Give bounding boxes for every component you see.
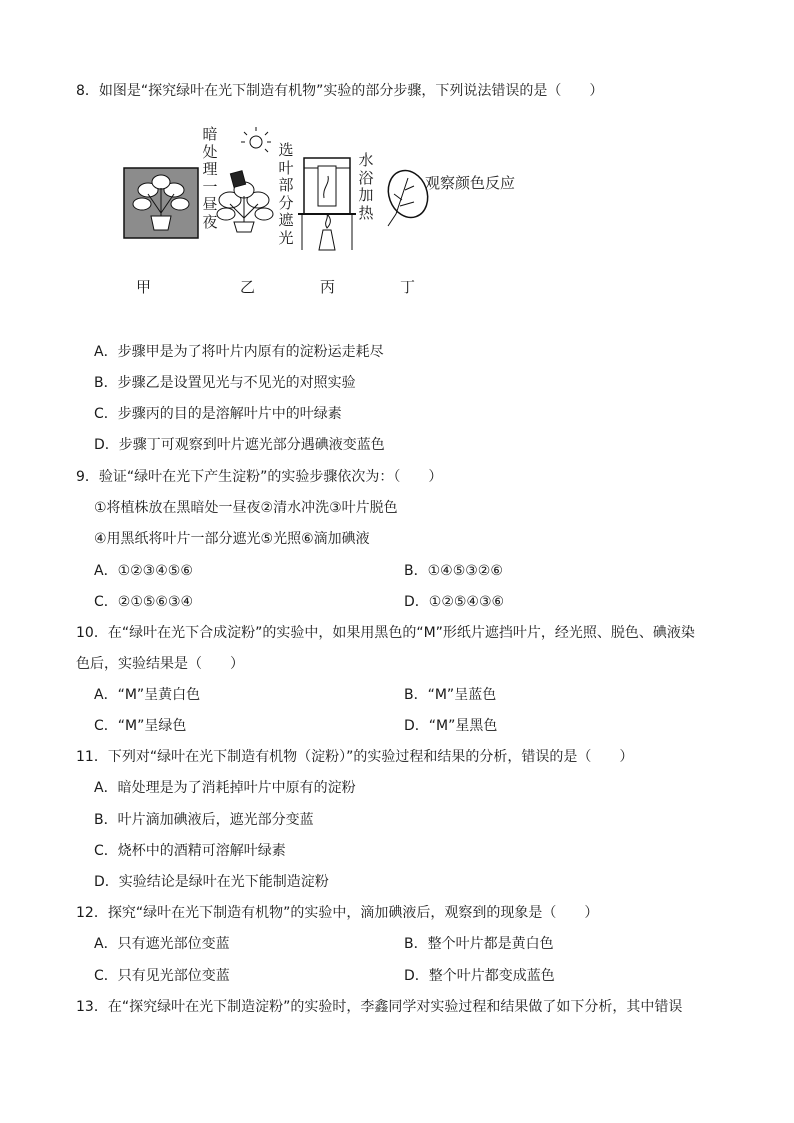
partial-cover-label: 选 叶 部 分 遮 光 <box>278 141 294 247</box>
q12-option-d[interactable]: D．整个叶片都变成蓝色 <box>404 968 555 984</box>
q12-option-a[interactable]: A．只有遮光部位变蓝 <box>94 936 230 952</box>
q10-option-c[interactable]: C．“M”呈绿色 <box>94 718 187 734</box>
q9-option-d[interactable]: D．①②⑤④③⑥ <box>404 594 505 610</box>
q8-option-b[interactable]: B．步骤乙是设置见光与不见光的对照实验 <box>94 375 356 391</box>
step-label-ding: 丁 <box>400 278 416 296</box>
q8-stem: 8．如图是“探究绿叶在光下制造有机物”实验的部分步骤，下列说法错误的是（ ） <box>76 83 604 99</box>
q13-stem: 13．在“探究绿叶在光下制造淀粉”的实验时，李鑫同学对实验过程和结果做了如下分析，其中错误 <box>76 999 683 1015</box>
q11-option-d[interactable]: D．实验结论是绿叶在光下能制造淀粉 <box>94 874 329 890</box>
sun-icon <box>241 127 271 152</box>
q8-experiment-figure <box>118 118 548 308</box>
q9-stem: 9．验证“绿叶在光下产生淀粉”的实验步骤依次为：（ ） <box>76 469 443 485</box>
q10-option-a[interactable]: A．“M”呈黄白色 <box>94 687 201 703</box>
observe-color-label: 观察颜色反应 <box>425 174 516 192</box>
q8-option-c[interactable]: C．步骤丙的目的是溶解叶片中的叶绿素 <box>94 406 342 422</box>
water-bath-label: 水 浴 加 热 <box>358 151 374 222</box>
q11-stem: 11．下列对“绿叶在光下制造有机物（淀粉）”的实验过程和结果的分析，错误的是（ ） <box>76 749 634 765</box>
q9-option-a[interactable]: A．①②③④⑤⑥ <box>94 563 193 579</box>
dark-box-plant-icon <box>124 168 198 238</box>
q9-steps-line2: ④用黑纸将叶片一部分遮光⑤光照⑥滴加碘液 <box>94 531 370 547</box>
q10-option-b[interactable]: B．“M”呈蓝色 <box>404 687 497 703</box>
q10-stem-line2: 色后，实验结果是（ ） <box>76 656 244 672</box>
q9-option-b[interactable]: B．①④⑤③②⑥ <box>404 563 503 579</box>
step-label-yi: 乙 <box>240 278 256 296</box>
q8-option-a[interactable]: A．步骤甲是为了将叶片内原有的淀粉运走耗尽 <box>94 344 384 360</box>
q12-stem: 12．探究“绿叶在光下制造有机物”的实验中，滴加碘液后，观察到的现象是（ ） <box>76 905 599 921</box>
step-label-bing: 丙 <box>320 278 336 296</box>
dark-treatment-label: 暗 处 理 一 昼 夜 <box>202 125 218 231</box>
q11-option-a[interactable]: A．暗处理是为了消耗掉叶片中原有的淀粉 <box>94 780 356 796</box>
q11-option-b[interactable]: B．叶片滴加碘液后，遮光部分变蓝 <box>94 812 314 828</box>
step-label-jia: 甲 <box>136 278 152 296</box>
q12-option-c[interactable]: C．只有见光部位变蓝 <box>94 968 230 984</box>
q12-option-b[interactable]: B．整个叶片都是黄白色 <box>404 936 554 952</box>
q9-steps-line1: ①将植株放在黑暗处一昼夜②清水冲洗③叶片脱色 <box>94 500 398 516</box>
potted-plant-covered-leaf-icon <box>217 171 273 232</box>
q10-stem-line1: 10．在“绿叶在光下合成淀粉”的实验中，如果用黑色的“M”形纸片遮挡叶片，经光照、脱色、碘液染 <box>76 625 695 641</box>
q11-option-c[interactable]: C．烧杯中的酒精可溶解叶绿素 <box>94 843 286 859</box>
q10-option-d[interactable]: D．“M”星黑色 <box>404 718 498 734</box>
water-bath-heating-icon <box>298 158 356 250</box>
q8-option-d[interactable]: D．步骤丁可观察到叶片遮光部分遇碘液变蓝色 <box>94 437 385 453</box>
q9-option-c[interactable]: C．②①⑤⑥③④ <box>94 594 194 610</box>
